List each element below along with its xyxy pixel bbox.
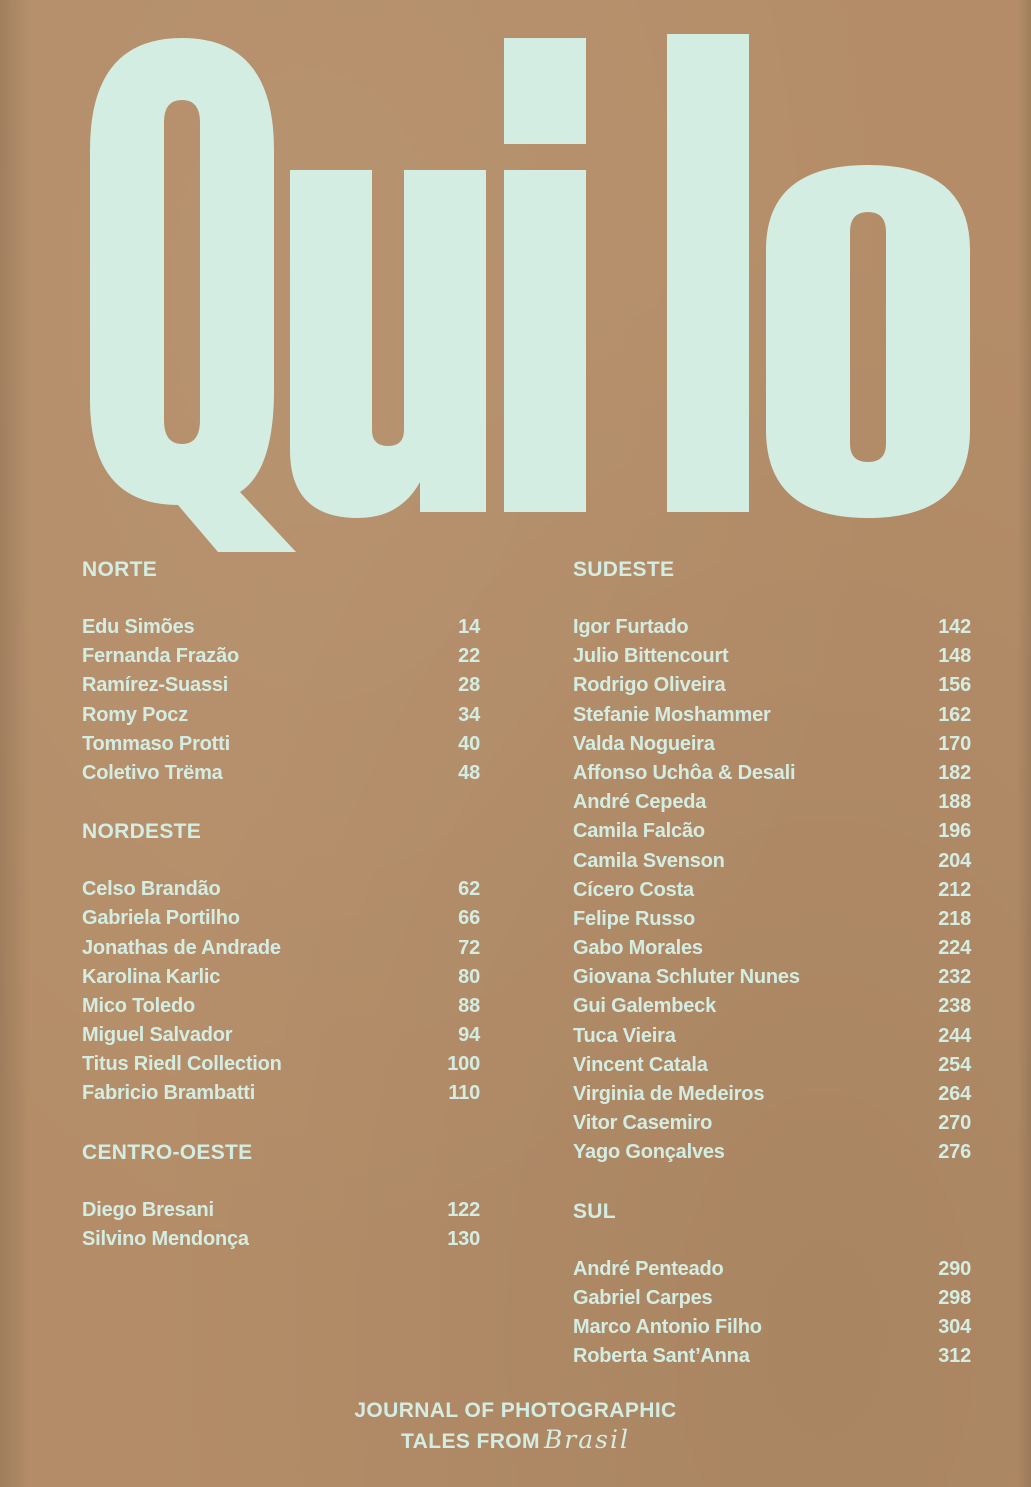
brasil-logotype: Brasil [543,1425,630,1454]
toc-right-column [573,555,971,1371]
entry-name: Miguel Salvador [82,1024,233,1047]
section-title: NORTE [82,558,157,581]
entry-page: 304 [938,1315,971,1338]
entry-name: Gabo Morales [573,937,703,960]
toc-entry [82,1050,480,1079]
toc-entry [573,788,971,817]
toc-entry [82,992,480,1021]
section-sudeste [573,555,971,1168]
entry-name: Valda Nogueira [573,732,715,755]
toc-entry [573,934,971,963]
toc-entry [82,1196,480,1225]
title-letter-i-stem [504,170,586,512]
toc-entry [82,875,480,904]
toc-entry [573,701,971,730]
entry-name: Camila Svenson [573,849,725,872]
entry-name: Ramírez-Suassi [82,674,229,697]
toc-entry [82,759,480,788]
section-nordeste [82,817,480,1109]
entry-name: Tommaso Protti [82,732,230,755]
entry-page: 162 [938,703,971,726]
title-letter-i-dot [504,38,586,144]
toc-entry [573,1255,971,1284]
toc-entry [82,642,480,671]
section-sul [573,1197,971,1372]
entry-name: Fabricio Brambatti [82,1082,256,1105]
toc-entry [82,934,480,963]
footer-line-1: JOURNAL OF PHOTOGRAPHIC [354,1399,677,1422]
toc-entry [573,1284,971,1313]
toc-entry [573,613,971,642]
masthead-title [0,0,1031,560]
entry-page: 312 [938,1345,971,1368]
entry-page: 100 [447,1053,480,1076]
entry-name: Edu Simões [82,616,195,638]
entry-page: 156 [938,674,971,697]
toc-entry [82,730,480,759]
entry-page: 218 [938,907,971,930]
entry-page: 14 [458,616,480,638]
entry-page: 232 [938,966,971,989]
toc-entry [573,730,971,759]
toc-entry [82,613,480,642]
section-title: NORDESTE [82,820,202,844]
entry-name: Vitor Casemiro [573,1112,713,1135]
entry-page: 22 [458,645,480,668]
entry-page: 298 [938,1286,971,1309]
entry-page: 270 [938,1112,971,1135]
footer-tagline [0,1396,1031,1456]
entry-page: 170 [938,732,971,755]
toc-entry [573,963,971,992]
entry-page: 72 [458,936,480,959]
entry-name: Stefanie Moshammer [573,703,771,726]
entry-page: 142 [938,616,971,638]
section-title: SUDESTE [573,558,675,581]
entry-name: Yago Gonçalves [573,1141,725,1164]
entry-name: Mico Toledo [82,994,195,1017]
toc-entry [573,1051,971,1080]
toc-entry [82,963,480,992]
entry-page: 204 [938,849,971,872]
entry-page: 196 [938,820,971,843]
entry-name: Gabriel Carpes [573,1286,713,1309]
entry-name: Rodrigo Oliveira [573,674,726,697]
title-letter-o [766,165,970,518]
toc-entry [82,1021,480,1050]
title-letter-l [667,34,749,512]
entry-page: 94 [458,1024,480,1047]
entry-page: 62 [458,878,480,901]
entry-name: Silvino Mendonça [82,1227,249,1250]
title-letter-u [290,170,486,518]
entry-name: Karolina Karlic [82,965,221,988]
entry-page: 130 [447,1227,480,1250]
entry-name: Romy Pocz [82,703,189,726]
toc-entry [573,1109,971,1138]
toc-entry [573,876,971,905]
entry-name: Igor Furtado [573,616,689,638]
toc-entry [573,992,971,1021]
toc-entry [82,1225,480,1254]
section-title: SUL [573,1199,616,1223]
entry-name: Vincent Catala [573,1053,708,1076]
toc-entry [573,759,971,788]
footer-line-2 [0,1425,1031,1456]
entry-name: Coletivo Trëma [82,761,223,784]
entry-name: Tuca Vieira [573,1024,676,1047]
toc-entry [573,642,971,671]
entry-name: Diego Bresani [82,1198,214,1221]
entry-name: Julio Bittencourt [573,645,729,668]
entry-page: 212 [938,878,971,901]
entry-page: 88 [458,994,480,1017]
toc-entry [573,905,971,934]
entry-page: 80 [458,965,480,988]
entry-page: 276 [938,1141,971,1164]
entry-page: 110 [448,1082,480,1105]
entry-page: 122 [447,1198,480,1221]
entry-page: 40 [458,732,480,755]
title-letter-q [90,38,296,552]
entry-page: 34 [458,703,480,726]
toc-entry [573,671,971,700]
entry-name: André Penteado [573,1257,724,1280]
entry-page: 290 [938,1257,971,1280]
toc-entry [82,1079,480,1108]
entry-page: 224 [938,937,971,960]
entry-name: Celso Brandão [82,878,221,901]
section-centro-oeste [82,1138,480,1254]
entry-name: Virginia de Medeiros [573,1083,765,1105]
toc-entry [82,671,480,700]
entry-page: 28 [458,674,480,697]
entry-page: 188 [938,791,971,814]
entry-name: Titus Riedl Collection [82,1053,282,1076]
footer-line-2-text: TALES FROM [401,1430,540,1453]
entry-name: Roberta Sant’Anna [573,1345,750,1368]
entry-page: 264 [938,1083,971,1105]
toc-entry [573,1080,971,1109]
entry-page: 238 [938,995,971,1018]
toc-entry [573,1022,971,1051]
toc-left-column [82,555,480,1254]
entry-page: 48 [458,761,480,784]
section-norte [82,555,480,788]
toc-entry [573,1313,971,1342]
entry-page: 148 [938,645,971,668]
entry-name: Marco Antonio Filho [573,1315,762,1338]
toc-entry [82,904,480,933]
section-title: CENTRO-OESTE [82,1140,253,1164]
entry-name: André Cepeda [573,791,707,814]
toc-entry [573,1342,971,1371]
entry-name: Gui Galembeck [573,995,717,1018]
entry-name: Cícero Costa [573,878,694,901]
entry-page: 254 [938,1053,971,1076]
entry-name: Camila Falcão [573,820,705,843]
toc-entry [573,1138,971,1167]
entry-page: 244 [938,1024,971,1047]
entry-name: Felipe Russo [573,907,696,930]
entry-name: Giovana Schluter Nunes [573,966,800,989]
toc-entry [573,847,971,876]
entry-name: Gabriela Portilho [82,907,240,930]
entry-name: Jonathas de Andrade [82,936,281,959]
entry-page: 66 [458,907,480,930]
entry-name: Fernanda Frazão [82,645,240,668]
toc-entry [82,701,480,730]
toc-entry [573,817,971,846]
entry-name: Affonso Uchôa & Desali [573,761,796,784]
entry-page: 182 [938,761,971,784]
